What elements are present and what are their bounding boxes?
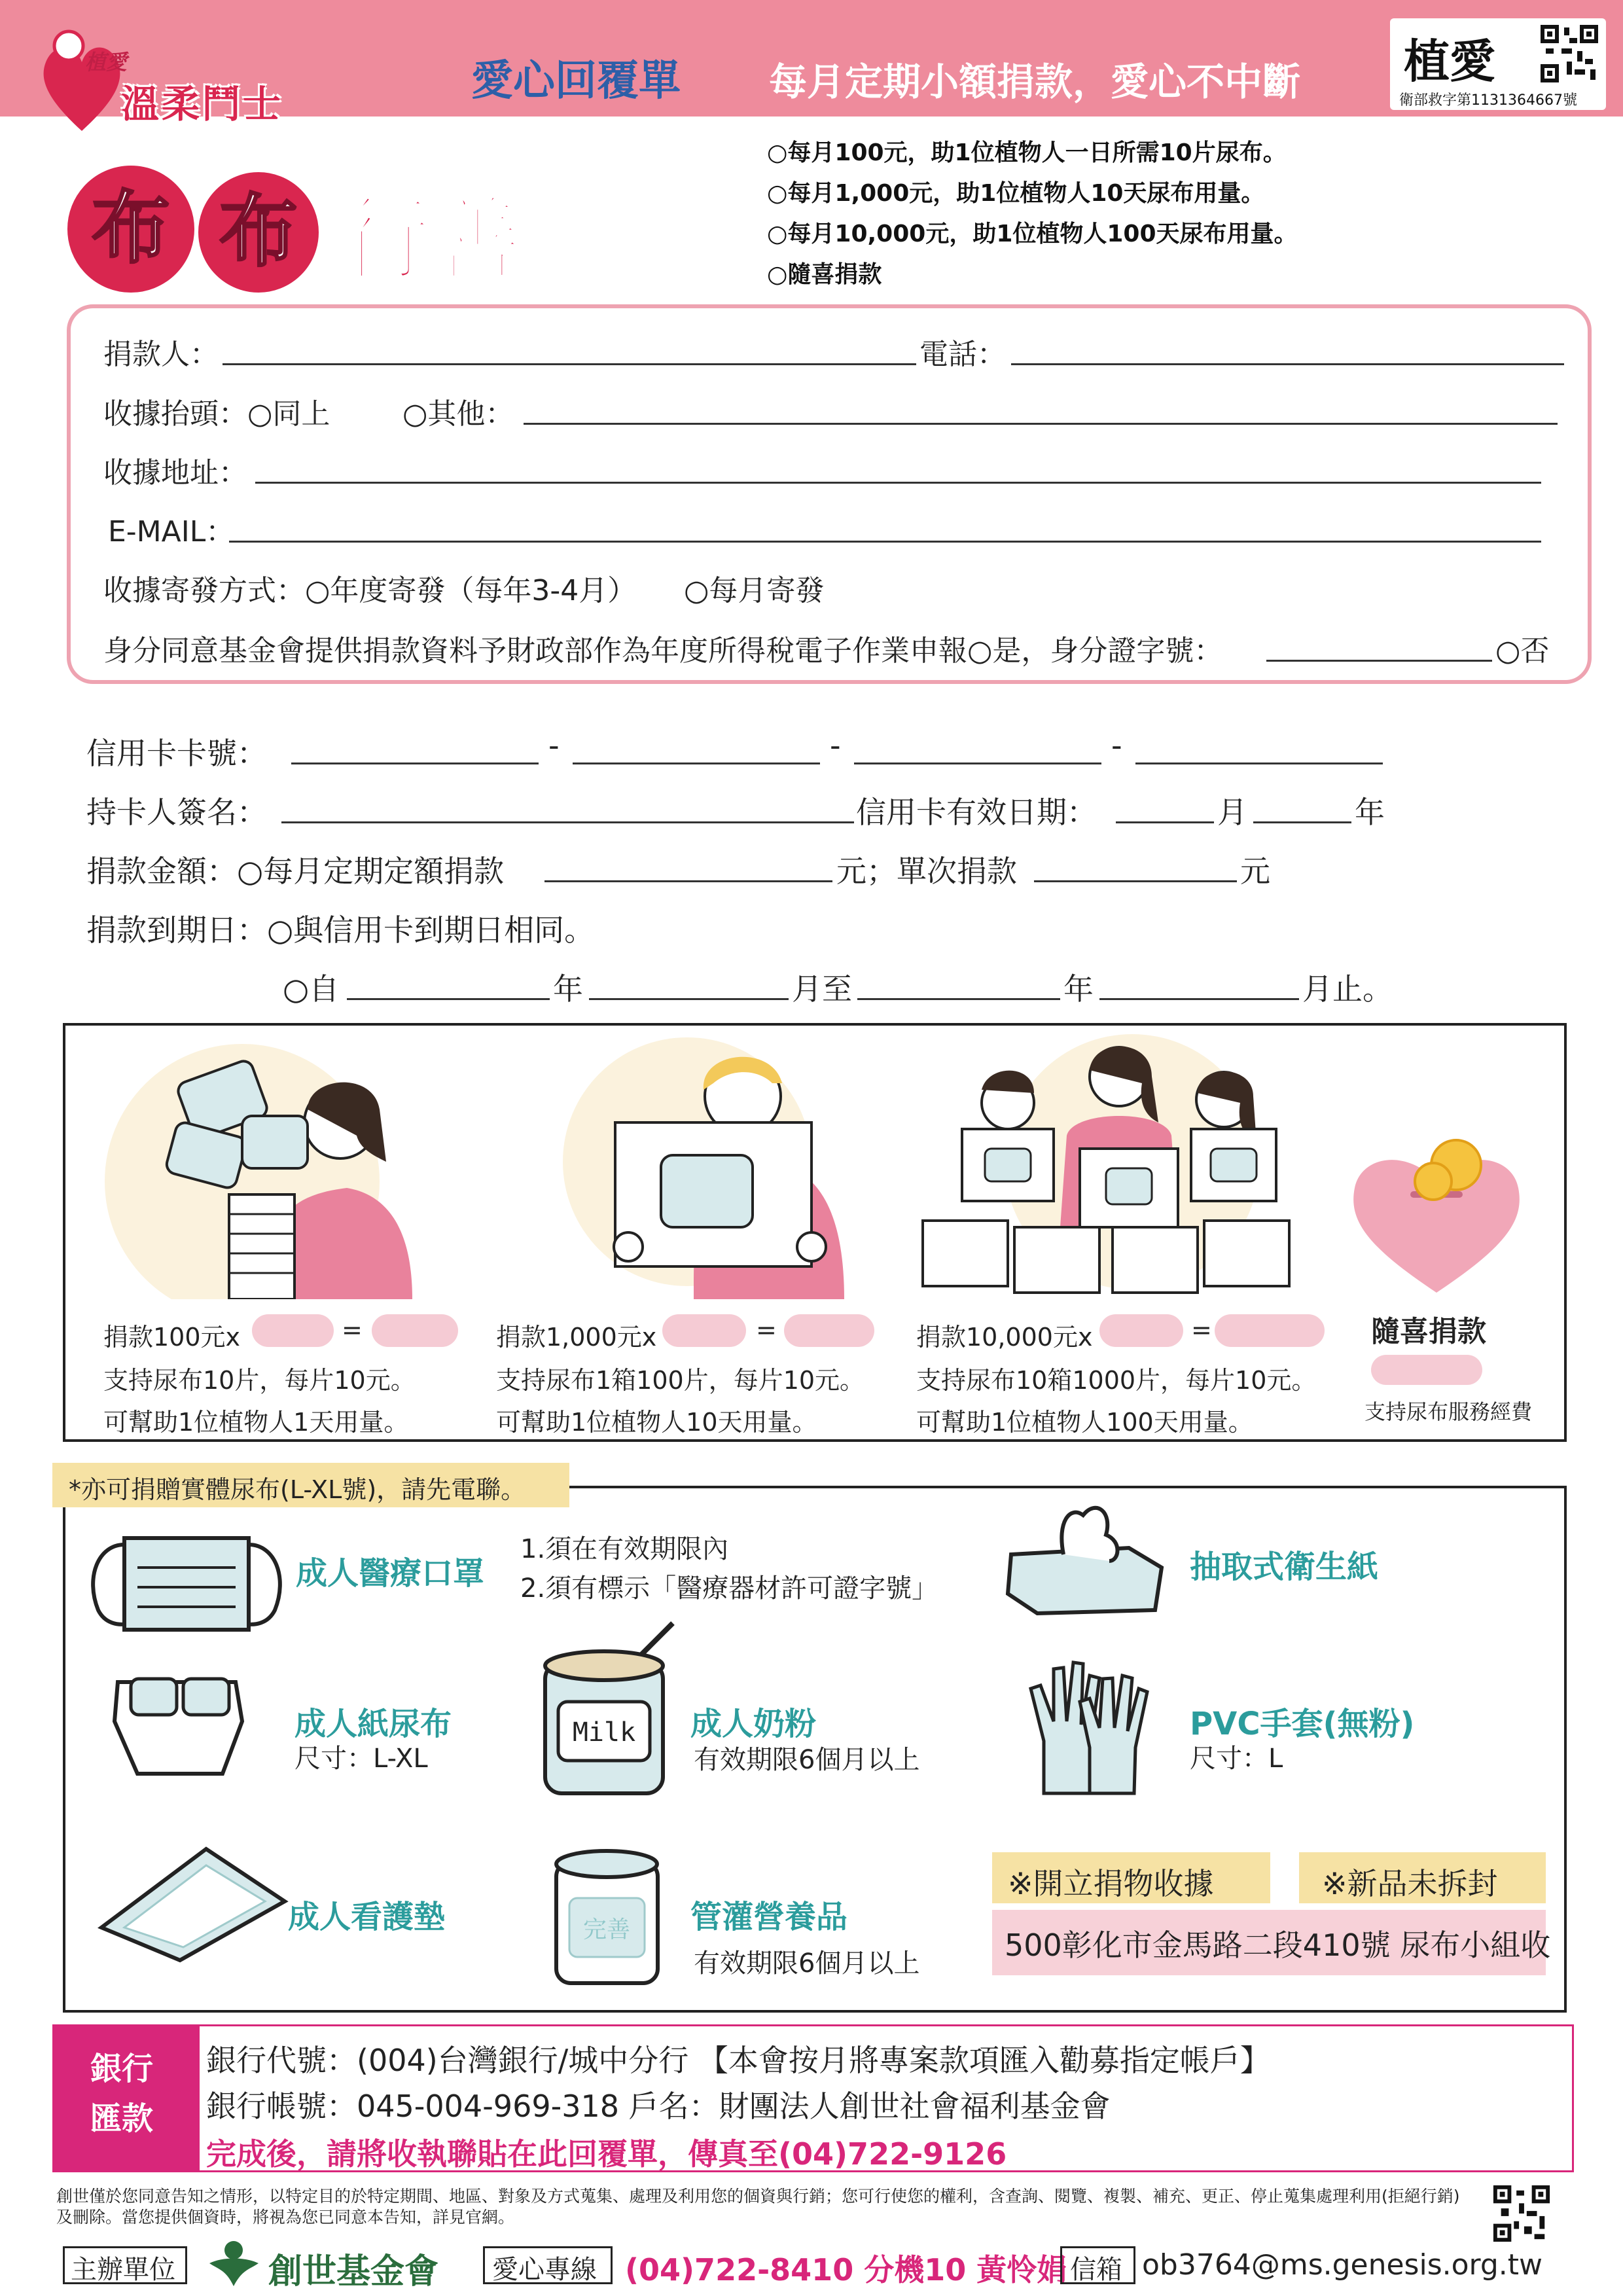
email-input[interactable] bbox=[229, 541, 1541, 543]
milk-expiry: 有效期限6個月以上 bbox=[694, 1745, 920, 1775]
receipt-send-monthly[interactable]: ○每月寄發 bbox=[684, 574, 825, 607]
illus-1-line3: 可幫助1位植物人1天用量。 bbox=[103, 1408, 409, 1437]
donor-label: 捐款人： bbox=[103, 338, 219, 371]
illus-1-total-input[interactable] bbox=[372, 1314, 458, 1347]
bank-side-1: 銀行 bbox=[90, 2051, 154, 2087]
illus-2-line1: 捐款1,000元x bbox=[496, 1323, 657, 1352]
mask-title: 成人醫療口罩 bbox=[296, 1555, 485, 1592]
receipt-title-label[interactable]: 收據抬頭：○同上 bbox=[103, 397, 330, 431]
mailing-address: 500彰化市金馬路二段410號 尿布小組收 bbox=[1005, 1928, 1551, 1963]
due-from-month-input[interactable] bbox=[589, 998, 789, 1000]
illus-3-equals: = bbox=[1191, 1316, 1212, 1344]
mask-rule-2: 2.須有標示「醫療器材許可證字號」 bbox=[520, 1573, 938, 1604]
due-month-end-label: 月止。 bbox=[1302, 971, 1393, 1007]
bank-code: 銀行代號：(004)台灣銀行/城中分行 【本會按月將專案款項匯入勸募指定帳戶】 bbox=[206, 2043, 1270, 2078]
mail-label: 信箱 bbox=[1070, 2255, 1122, 2285]
illus-1-line2: 支持尿布10片，每片10元。 bbox=[103, 1366, 416, 1395]
receipt-address-label: 收據地址： bbox=[103, 456, 247, 490]
illus-2-equals: = bbox=[756, 1316, 777, 1344]
diaper-size: 尺寸：L-XL bbox=[294, 1744, 428, 1774]
feed-title: 管灌營養品 bbox=[690, 1899, 848, 1935]
feed-expiry: 有效期限6個月以上 bbox=[694, 1948, 920, 1979]
amount-monthly-label[interactable]: 捐款金額：○每月定期定額捐款 bbox=[86, 853, 505, 889]
illus-3-line2: 支持尿布10箱1000片，每片10元。 bbox=[916, 1366, 1317, 1395]
card-number-label: 信用卡卡號： bbox=[86, 736, 267, 771]
option-1000[interactable]: ○每月1,000元，助1位植物人10天尿布用量。 bbox=[767, 180, 1265, 207]
card-dash-1: - bbox=[548, 728, 560, 763]
nursing-pad-icon bbox=[95, 1836, 291, 1967]
email-label: E-MAIL： bbox=[108, 515, 235, 548]
face-mask-icon bbox=[79, 1518, 294, 1649]
card-dash-2: - bbox=[830, 728, 841, 763]
card-expiry-year-input[interactable] bbox=[1253, 821, 1351, 823]
card-expiry-label: 信用卡有效日期： bbox=[856, 795, 1097, 830]
card-holder-signature-input[interactable] bbox=[281, 821, 854, 823]
free-donation-amount-input[interactable] bbox=[1371, 1355, 1482, 1385]
option-10000[interactable]: ○每月10,000元，助1位植物人100天尿布用量。 bbox=[767, 221, 1298, 247]
bank-side-2: 匯款 bbox=[90, 2100, 154, 2137]
due-month-to-label: 月至 bbox=[792, 971, 852, 1007]
pad-title: 成人看護墊 bbox=[288, 1899, 446, 1935]
gloves-title: PVC手套(無粉) bbox=[1190, 1706, 1415, 1742]
due-to-month-input[interactable] bbox=[1099, 998, 1299, 1000]
free-donation-sub: 支持尿布服務經費 bbox=[1364, 1399, 1533, 1424]
card-number-input-4[interactable] bbox=[1135, 762, 1383, 764]
card-number-input-3[interactable] bbox=[854, 762, 1101, 764]
campaign-title bbox=[59, 157, 543, 301]
tissue-title: 抽取式衛生紙 bbox=[1190, 1549, 1379, 1585]
card-expiry-month-input[interactable] bbox=[1116, 821, 1214, 823]
card-holder-label: 持卡人簽名： bbox=[86, 795, 267, 830]
illus-3-total-input[interactable] bbox=[1215, 1314, 1325, 1347]
logo-small-text: 植愛 bbox=[85, 50, 128, 75]
option-any[interactable]: ○隨喜捐款 bbox=[767, 261, 882, 288]
phone-input[interactable] bbox=[1011, 363, 1564, 365]
tissue-box-icon bbox=[998, 1496, 1168, 1617]
amount-single-label[interactable]: 元；單次捐款 bbox=[836, 853, 1017, 889]
logo-text: 溫柔鬥士 bbox=[121, 82, 284, 126]
brand-name: 植愛 bbox=[1404, 34, 1495, 88]
genesis-logo-icon bbox=[203, 2237, 265, 2289]
brand-registration: 衛部救字第1131364667號 bbox=[1399, 92, 1577, 109]
due-to-year-input[interactable] bbox=[857, 998, 1060, 1000]
amount-single-input[interactable] bbox=[1034, 880, 1237, 882]
due-from-label[interactable]: ○自 bbox=[283, 971, 340, 1007]
due-from-year-label: 年 bbox=[553, 971, 583, 1007]
man-holding-diaper-box-icon bbox=[563, 1031, 864, 1299]
card-expiry-month-label: 月 bbox=[1217, 795, 1247, 830]
id-number-input[interactable] bbox=[1266, 660, 1492, 662]
illus-2-line3: 可幫助1位植物人10天用量。 bbox=[496, 1408, 817, 1437]
card-expiry-year-label: 年 bbox=[1355, 795, 1385, 830]
bank-account: 銀行帳號：045-004-969-318 戶名：財團法人創世社會福利基金會 bbox=[206, 2089, 1111, 2124]
hotline-phone[interactable]: (04)722-8410 分機10 黃怜娟 bbox=[625, 2252, 1067, 2287]
donor-input[interactable] bbox=[223, 363, 916, 365]
organizer-label: 主辦單位 bbox=[71, 2255, 175, 2285]
diaper-icon bbox=[105, 1662, 255, 1780]
card-number-input-1[interactable] bbox=[291, 762, 539, 764]
svg-text:布: 布 bbox=[92, 182, 170, 274]
milk-powder-can-icon bbox=[535, 1617, 686, 1803]
illus-3-multiplier-input[interactable] bbox=[1099, 1314, 1183, 1347]
due-to-year-label: 年 bbox=[1063, 971, 1094, 1007]
mask-rule-1: 1.須在有效期限內 bbox=[520, 1534, 729, 1564]
illus-2-multiplier-input[interactable] bbox=[662, 1314, 746, 1347]
amount-yuan-label: 元 bbox=[1240, 853, 1270, 889]
card-number-input-2[interactable] bbox=[573, 762, 820, 764]
heart-donation-box-icon bbox=[1342, 1136, 1531, 1299]
due-date-same-label[interactable]: 捐款到期日：○與信用卡到期日相同。 bbox=[86, 912, 595, 948]
contact-email[interactable]: ob3764@ms.genesis.org.tw bbox=[1142, 2248, 1543, 2282]
illus-1-multiplier-input[interactable] bbox=[252, 1314, 334, 1347]
fax-instruction: 完成後，請將收執聯貼在此回覆單，傳真至(04)722-9126 bbox=[206, 2136, 1007, 2172]
family-with-diaper-boxes-icon bbox=[916, 1031, 1309, 1299]
items-note: *亦可捐贈實體尿布(L-XL號)，請先電聯。 bbox=[69, 1475, 526, 1504]
qr-code-icon[interactable] bbox=[1491, 2183, 1552, 2244]
tag-receipt: ※開立捐物收據 bbox=[1008, 1866, 1214, 1901]
hotline-label: 愛心專線 bbox=[492, 2255, 597, 2285]
illus-3-line1: 捐款10,000元x bbox=[916, 1323, 1093, 1352]
organizer-name: 創世基金會 bbox=[268, 2251, 439, 2291]
heart-logo-icon bbox=[39, 26, 124, 137]
svg-text:行善: 行善 bbox=[340, 187, 524, 294]
privacy-notice: 創世僅於您同意告知之情形，以特定目的於特定期間、地區、對象及方式蒐集、處理及利用您的個資與行銷；您可行使您的權利，含查詢、閱覽、複製、補充、更正、停止蒐集處理利用(拒絕行銷)及刪除。當您提供個資時，將視為您已同意本告知，詳見官網。 bbox=[56, 2187, 1460, 2227]
tax-consent-label[interactable]: 身分同意基金會提供捐款資料予財政部作為年度所得稅電子作業申報○是，身分證字號： bbox=[103, 634, 1223, 668]
illus-1-equals: = bbox=[342, 1316, 363, 1344]
illus-3-line3: 可幫助1位植物人100天用量。 bbox=[916, 1408, 1253, 1437]
svg-text:完善: 完善 bbox=[582, 1916, 631, 1943]
pvc-gloves-icon bbox=[1018, 1649, 1168, 1800]
receipt-address-input[interactable] bbox=[255, 482, 1541, 484]
due-from-year-input[interactable] bbox=[347, 998, 550, 1000]
receipt-other-label[interactable]: ○其他： bbox=[402, 397, 514, 431]
receipt-other-input[interactable] bbox=[524, 423, 1558, 425]
free-donation-title: 隨喜捐款 bbox=[1371, 1315, 1486, 1348]
svg-text:Milk: Milk bbox=[572, 1717, 636, 1748]
illus-1-line1: 捐款100元x bbox=[103, 1323, 241, 1352]
tag-unopened: ※新品未拆封 bbox=[1322, 1866, 1498, 1901]
tax-consent-no[interactable]: ○否 bbox=[1495, 634, 1550, 668]
amount-monthly-input[interactable] bbox=[544, 880, 832, 882]
milk-title: 成人奶粉 bbox=[690, 1706, 817, 1742]
gloves-size: 尺寸：L bbox=[1190, 1744, 1283, 1774]
card-dash-3: - bbox=[1111, 728, 1122, 763]
svg-text:布: 布 bbox=[219, 185, 298, 278]
slogan: 每月定期小額捐款，愛心不中斷 bbox=[769, 60, 1301, 104]
diaper-title: 成人紙尿布 bbox=[294, 1706, 452, 1742]
illus-2-total-input[interactable] bbox=[784, 1314, 874, 1347]
nutrition-can-icon bbox=[550, 1846, 664, 1990]
illus-2-line2: 支持尿布1箱100片，每片10元。 bbox=[496, 1366, 865, 1395]
woman-carrying-diapers-icon bbox=[98, 1031, 425, 1299]
phone-label: 電話： bbox=[919, 338, 1006, 371]
option-100[interactable]: ○每月100元，助1位植物人一日所需10片尿布。 bbox=[767, 139, 1287, 166]
form-title: 愛心回覆單 bbox=[471, 57, 681, 105]
qr-code-icon[interactable] bbox=[1538, 22, 1601, 85]
receipt-send-yearly[interactable]: 收據寄發方式：○年度寄發（每年3-4月） bbox=[103, 574, 637, 607]
